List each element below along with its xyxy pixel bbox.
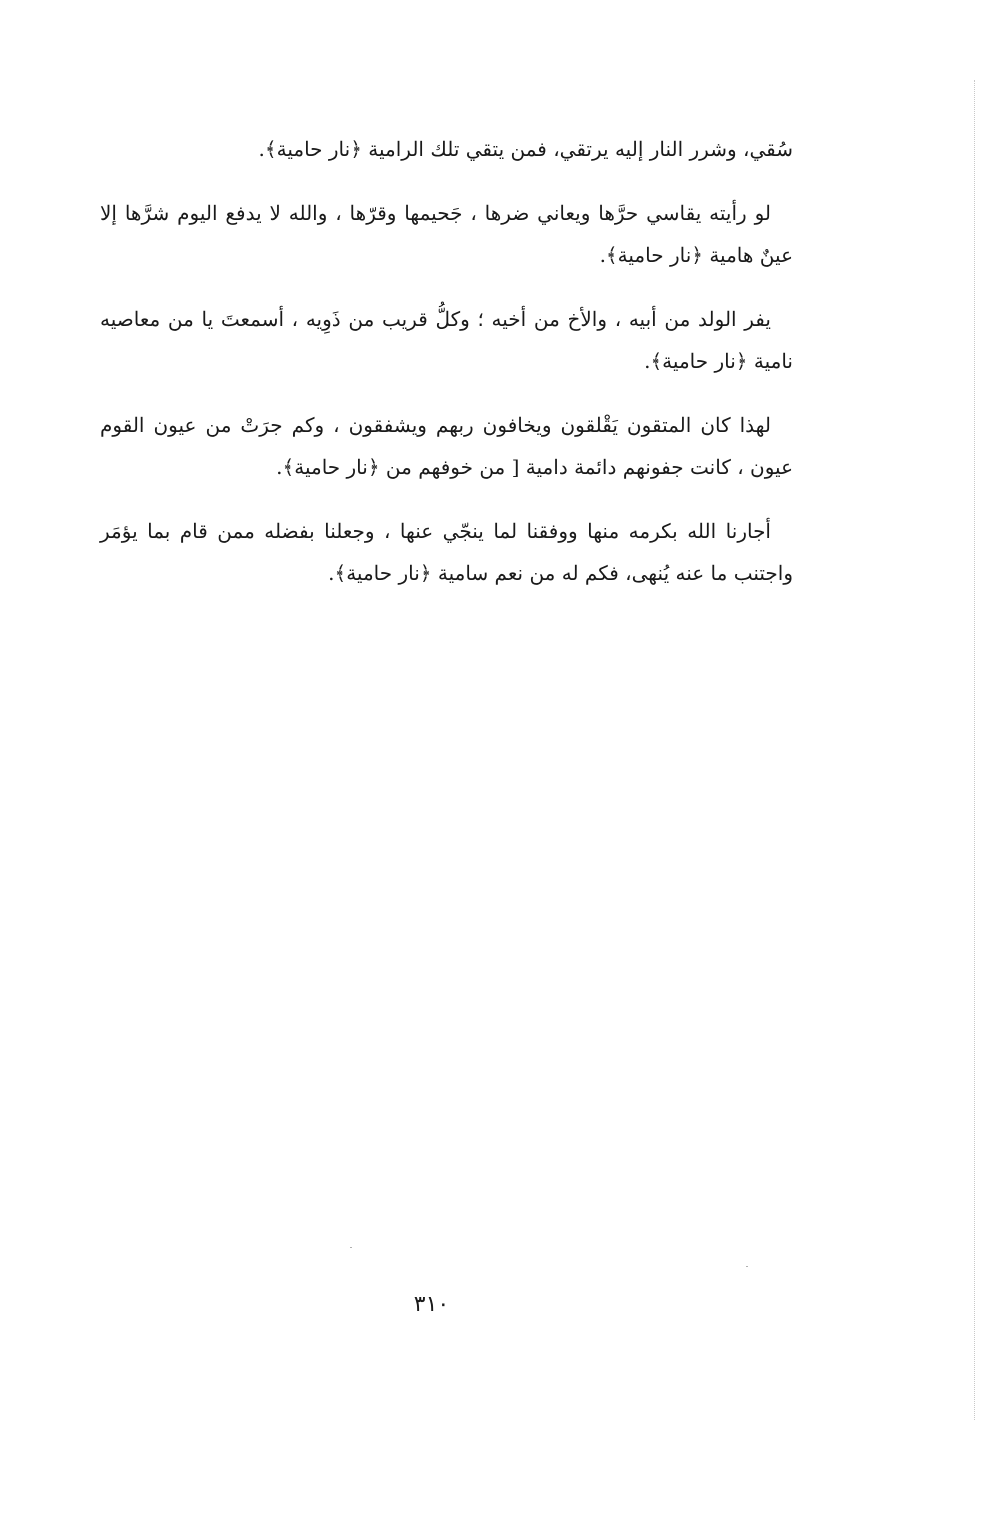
scan-speck — [746, 1266, 748, 1267]
page-number: ٣١٠ — [413, 1292, 450, 1317]
paragraph-3: يفر الولد من أبيه ، والأخ من أخيه ؛ وكلُّ قريب من ذَوِيه ، أسمعتَ يا من معاصيه نامية ﴿نار حامية﴾. — [100, 307, 793, 373]
paragraph-4: لهذا كان المتقون يَقْلقون ويخافون ربهم ويشفقون ، وكم جرَتْ من عيون القوم عيون ، كانت جفونهم دائمة دامية [ من خوفهم من ﴿نار حامية﴾. — [100, 413, 793, 479]
paragraph-1: سُقي، وشرر النار إليه يرتقي، فمن يتقي تلك الرامية ﴿نار حامية﴾. — [258, 137, 793, 161]
scan-edge-line — [973, 80, 975, 1420]
paragraph-5: أجارنا الله بكرمه منها ووفقنا لما ينجّي عنها ، وجعلنا بفضله ممن قام بما يؤمَر واجتنب ما عنه يُنهى، فكم له من نعم سامية ﴿نار حامية﴾. — [100, 519, 793, 585]
paragraph-2: لو رأيته يقاسي حرَّها ويعاني ضرها ، جَحيمها وقرّها ، والله لا يدفع اليوم شرَّها إلا عينٌ هامية ﴿نار حامية﴾. — [100, 201, 793, 267]
body-text — [100, 128, 793, 616]
scan-speck — [350, 1247, 352, 1248]
